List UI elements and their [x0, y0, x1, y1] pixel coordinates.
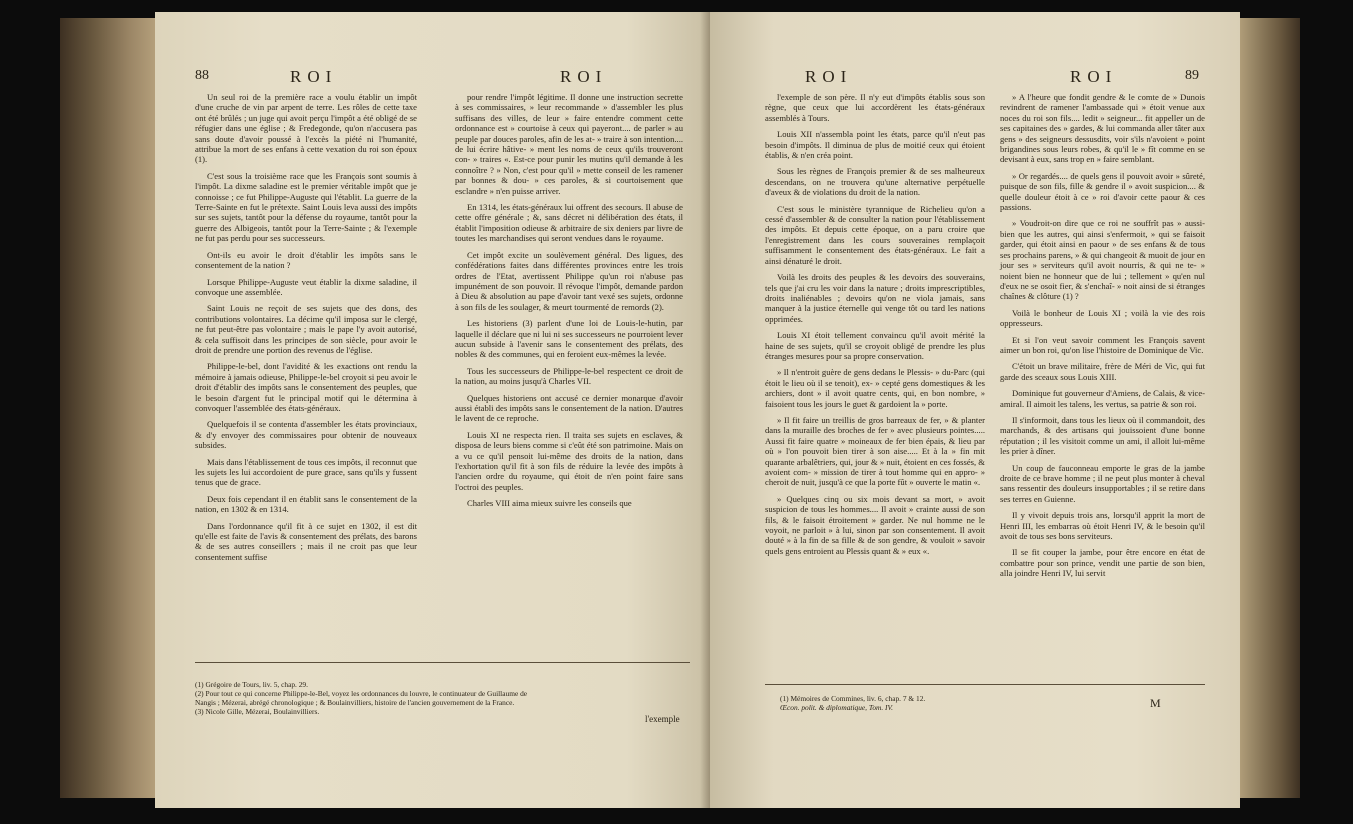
footnote: (2) Pour tout ce qui concerne Philippe-le-Bel, voyez les ordonnances du louvre, le continuateur de Guillaume de — [195, 689, 528, 698]
paragraph: Un coup de fauconneau emporte le gras de la jambe droite de ce brave homme ; il ne peut plus monter à cheval sans ressentir des douleurs insupportables ; il se retire dans ses terres en Guienne. — [1000, 462, 1205, 504]
paragraph: Mais dans l'établissement de tous ces impôts, il reconnut que les sujets les lui accordoient de pure grace, sans qu'ils y fussent tenus que de grace. — [195, 456, 417, 488]
paragraph: Cet impôt excite un soulèvement général. Des ligues, des confédérations faites dans différentes provinces entre les trois ordres de l'Etat, avertissent Philippe qu'un roi n'abuse pas impunément de son pouvoir. Il révoque l'impôt, demande pardon à Dieu & absolution au pape d'avoir tant vexé ses sujets, ordonne à son fils de les soulager, & meurt tourmenté de remords (2). — [455, 249, 683, 312]
paragraph: Louis XI ne respecta rien. Il traita ses sujets en esclaves, & disposa de leurs biens comme si c'eût été son patrimoine. Mais on a vu ce qu'il pensoit lui-même des droits de la nation, dans l'exhortation qu'il fit à son fils de réduire la levée des impôts à l'ancien ordre du royaume, qui étoit de n'en point faire sans l'octroi des peuples. — [455, 429, 683, 492]
running-head: ROI — [290, 67, 338, 86]
paragraph: Saint Louis ne reçoit de ses sujets que des dons, des contributions volontaires. La décime qu'il imposa sur le clergé, ne fut peut-être pas volontaire ; mais le pape l'y avoit autorisé, & cela suffisoit dans les principes de son siècle, pour avoir le droit de prendre une portion des revenus de l'église. — [195, 303, 417, 355]
page-number: 88 — [195, 68, 209, 83]
paragraph: Voilà le bonheur de Louis XI ; voilà la vie des rois oppresseurs. — [1000, 307, 1205, 329]
running-head: ROI — [560, 67, 608, 86]
paragraph: Charles VIII aima mieux suivre les conseils que — [467, 498, 632, 509]
footnote: (3) Nicole Gille, Mézerai, Boulainvilliers. — [195, 707, 320, 716]
running-head: ROI — [1070, 67, 1118, 86]
paragraph: Sous les règnes de François premier & de ses malheureux descendans, on ne trouvera qu'une alternative perpétuelle d'aveux & de violations du droit de la nation. — [765, 166, 985, 198]
footnote: (1) Grégoire de Tours, liv. 5, chap. 29. — [195, 680, 308, 689]
paragraph: Quelquefois il se contenta d'assembler les états provinciaux, & d'y envoyer des commissaires pour obtenir de nouveaux subsides. — [195, 419, 417, 451]
paragraph: l'exemple de son père. Il n'y eut d'impôts établis sous son règne, que ceux que lui accordèrent les états-généraux assemblés à Tours. — [765, 92, 985, 123]
paragraph: Les historiens (3) parlent d'une loi de Louis-le-hutin, par laquelle il déclare que ni lui ni ses successeurs ne pourroient lever aucun subside à l'avenir sans le consentement des prélats, des nobles & des communes, qui en feroient eux-mêmes la levée. — [455, 318, 683, 360]
paragraph: C'est sous la troisième race que les François sont soumis à l'impôt. La dixme saladine est le premier véritable impôt que je connoisse ; ce fut Philippe-Auguste qui l'établit. La guerre de la Terre-Sainte en fut le prétexte. Saint Louis leva aussi des impôts sur ses sujets, tantôt pour la défense du royaume, tantôt pour la guerre des Albigeois, tantôt pour la Terre-Sainte ; & l'exemple ne fut pas perdu pour ses successeurs. — [195, 170, 417, 244]
footnote: Œcon. polit. & diplomatique, Tom. IV. — [780, 703, 893, 712]
paragraph: Quelques historiens ont accusé ce dernier monarque d'avoir aussi établi des impôts sans le consentement de la nation. D'autres le lavent de ce reproche. — [455, 392, 683, 424]
text-column-2 — [455, 92, 683, 515]
paragraph: Dans l'ordonnance qu'il fit à ce sujet en 1302, il est dit qu'elle est faite de l'avis & consentement des prélats, des barons & de ses autres conseillers ; mais il ne croit pas que leur consentement suffise — [195, 520, 417, 562]
text-column-1 — [765, 92, 985, 562]
page-number: 89 — [1185, 68, 1199, 83]
paragraph: Et si l'on veut savoir comment les François savent aimer un bon roi, qu'on lise l'histoire de Dominique de Vic. — [1000, 334, 1205, 355]
paragraph: Il se fit couper la jambe, pour être encore en état de combattre pour son prince, vendit une partie de son bien, alla joindre Henri IV, lui servit — [1000, 547, 1205, 579]
paragraph: » Voudroit-on dire que ce roi ne souffrît pas » aussi-bien que les autres, qui ainsi s'enfermoit, » qui se faisoit garder, qui étoit ainsi en paour » de ses enfans & de tous ses prochains parens, » & qui changeoit & muoit de jour en jour ses » serviteurs qu'il avoit nourris, & qui ne te- » noient bien ne honneur que de lui ; tellement » qu'en nul d'eux ne se osoit fier, & s'enchaî- » noit ainsi de si étranges chaînes & clôture (1) ? — [1000, 218, 1205, 302]
paragraph: » Il fit faire un treillis de gros barreaux de fer, » & planter dans la muraille des broches de fer » avec plusieurs pointes..... Aussi fit faire quatre » moineaux de fer bien épais, & lieu par où » l'on pouvoit bien tirer à son aise..... Et à la » fin mit quarante arbalêtriers, qui, jour & » nuit, étoient en ces fossés, & avoient com- » mission de tirer à tout homme qui en appro- » cheroit de nuit, jusqu'à ce que la porte fût » ouverte le matin «. — [765, 414, 985, 488]
paragraph: Tous les successeurs de Philippe-le-bel respectent ce droit de la nation, au moins jusqu'à Charles VII. — [455, 365, 683, 387]
open-book — [60, 8, 1300, 820]
catchword: l'exemple — [645, 714, 680, 724]
running-head: ROI — [805, 67, 853, 86]
left-page-edges — [60, 18, 160, 798]
paragraph: En 1314, les états-généraux lui offrent des secours. Il abuse de cette offre générale ; &, sans décret ni délibération des états, il établit l'imposition odieuse & arbitraire de six deniers par livre de toutes les marchandises qui seront vendues dans le royaume. — [455, 202, 683, 244]
paragraph: Philippe-le-bel, dont l'avidité & les exactions ont rendu la mémoire à jamais odieuse, Philippe-le-bel croyoit si peu avoir le droit d'établir des impôts sans le consentement des peuples, que le besoin d'argent fut le principal motif qui le détermina à convoquer l'assemblée des états-généraux. — [195, 361, 417, 413]
paragraph: Dominique fut gouverneur d'Amiens, de Calais, & vice-amiral. Il aimoit les talens, les vertus, sa patrie & son roi. — [1000, 388, 1205, 409]
paragraph: » Quelques cinq ou six mois devant sa mort, » avoit suspicion de tous les hommes.... Il avoit » crainte aussi de son fils, & le faisoit étroitement » garder. Ne nul homme ne le voyoit, ne parloit » à lui, sinon par son consentement. Il avoit douté » à la fin de sa fille & de son gendre, & vouloit » savoir quels gens entroient au Plessis quant & » eux «. — [765, 493, 985, 556]
paragraph: Lorsque Philippe-Auguste veut établir la dixme saladine, il convoque une assemblée. — [195, 276, 417, 297]
paragraph: Ont-ils eu avoir le droit d'établir les impôts sans le consentement de la nation ? — [195, 249, 417, 271]
footnote-rule — [195, 662, 690, 663]
footnote: (1) Mémoires de Commines, liv. 6, chap. 7 & 12. — [780, 694, 926, 703]
signature-mark: M — [1150, 696, 1161, 710]
footnotes — [195, 680, 695, 716]
right-page-edges — [1230, 18, 1300, 798]
right-page — [710, 12, 1240, 808]
paragraph: Louis XII n'assembla point les états, parce qu'il n'eut pas besoin d'impôts. Il diminua de plus de moitié ceux qui étoient établis, & n'en créa point. — [765, 129, 985, 161]
paragraph: » A l'heure que fondit gendre & le comte de » Dunois revindrent de ramener l'ambassade qui » étoit venue aux noces du roi son fils.... ledit » seigneur... fit appeller un de ses capitaines des » gardes, & lui commanda aller tâter aux gens » des seigneurs dessusdits, voir s'ils n'avoient » point brigandines sous leurs robes, & qu'il le » fît comme en se devisant à eux, sans trop en » faire semblant. — [1000, 92, 1205, 165]
text-column-1 — [195, 92, 417, 568]
paragraph: Voilà les droits des peuples & les devoirs des souverains, tels que j'ai cru les voir dans la nature ; droits imprescriptibles, droits inaliénables ; devoirs qu'on ne viola jamais, sans manquer à la justice éternelle qui venge tôt ou tard les nations opprimées. — [765, 272, 985, 324]
paragraph: Un seul roi de la première race a voulu établir un impôt d'une cruche de vin par arpent de terre. Les rôles de cette taxe ont été brûlés ; un juge qui avoit perçu l'impôt a été obligé de se réfugier dans une église ; & Fredegonde, qu'on n'accusera pas sans doute d'avoir poussé à l'excès la piété ni l'humanité, attribue la mort de ses enfans à cette vexation du roi son époux (1). — [195, 92, 417, 165]
paragraph: C'est sous le ministère tyrannique de Richelieu qu'on a cessé d'assembler & de consulter la nation pour l'établissement des impôts. Et depuis cette époque, on a paru croire que l'enregistrement dans les cours souveraines remplaçoit suffisamment le consentement des états-généraux. Le fait a ainsi dénaturé le droit. — [765, 203, 985, 266]
footnotes — [780, 694, 1080, 712]
paragraph: Louis XI étoit tellement convaincu qu'il avoit mérité la haine de ses sujets, qu'il se croyoit obligé de prendre les plus étranges mesures pour sa propre conservation. — [765, 330, 985, 361]
paragraph: Il y vivoit depuis trois ans, lorsqu'il apprit la mort de Henri III, les embarras où étoit Henri IV, & le besoin qu'il avoit de tous ses bons serviteurs. — [1000, 510, 1205, 542]
footnote-rule — [765, 684, 1205, 685]
paragraph: pour rendre l'impôt légitime. Il donne une instruction secrette à ses commissaires, » leur recommande » d'assembler les plus suffisans des villes, de leur » faire entendre comment cette ordonnance est » courtoise à ceux qui payeront.... de parler » au peuple par douces paroles, afin de les at- » traire à son intention.... de lui écrire hâtive- » ment les noms de ceux qu'ils trouveront con- » traires «. Est-ce pour punir les mutins qu'il demande à les connoître ? » Non, c'est pour qu'il » mette conseil de les ramener par bonnes & dou- » ces paroles, & si courtoisement que esclandre » n'en puisse arriver. — [455, 92, 683, 196]
paragraph: » Il n'entroit guère de gens dedans le Plessis- » du-Parc (qui étoit le lieu où il se tenoit), ex- » cepté gens domestiques & les archiers, dont » il avoit quatre cents, qui, en bon nombre, » faisoient tous les jours le guet & gardoient la » porte. — [765, 367, 985, 409]
left-page — [155, 12, 710, 808]
text-column-2 — [1000, 92, 1205, 585]
paragraph: Il s'informoit, dans tous les lieux où il commandoit, des marchands, & des artisans qui jouissoient d'une bonne réputation ; il les visitoit comme un ami, il alloit lui-même les prier à dîner. — [1000, 414, 1205, 457]
paragraph: » Or regardés.... de quels gens il pouvoit avoir » sûreté, puisque de son fils, fille & gendre il » avoit suspicion.... & quelle douleur étoit à ce » roi d'avoir cette paour & ces passions. — [1000, 170, 1205, 213]
footnote: Nangis ; Mézerai, abrégé chronologique ; & Boulainvilliers, histoire de l'ancien gouvernement de la France. — [195, 698, 515, 707]
paragraph: Deux fois cependant il en établit sans le consentement de la nation, en 1302 & en 1314. — [195, 493, 417, 515]
paragraph: C'étoit un brave militaire, frère de Méri de Vic, qui fut garde des sceaux sous Louis XIII. — [1000, 361, 1205, 382]
